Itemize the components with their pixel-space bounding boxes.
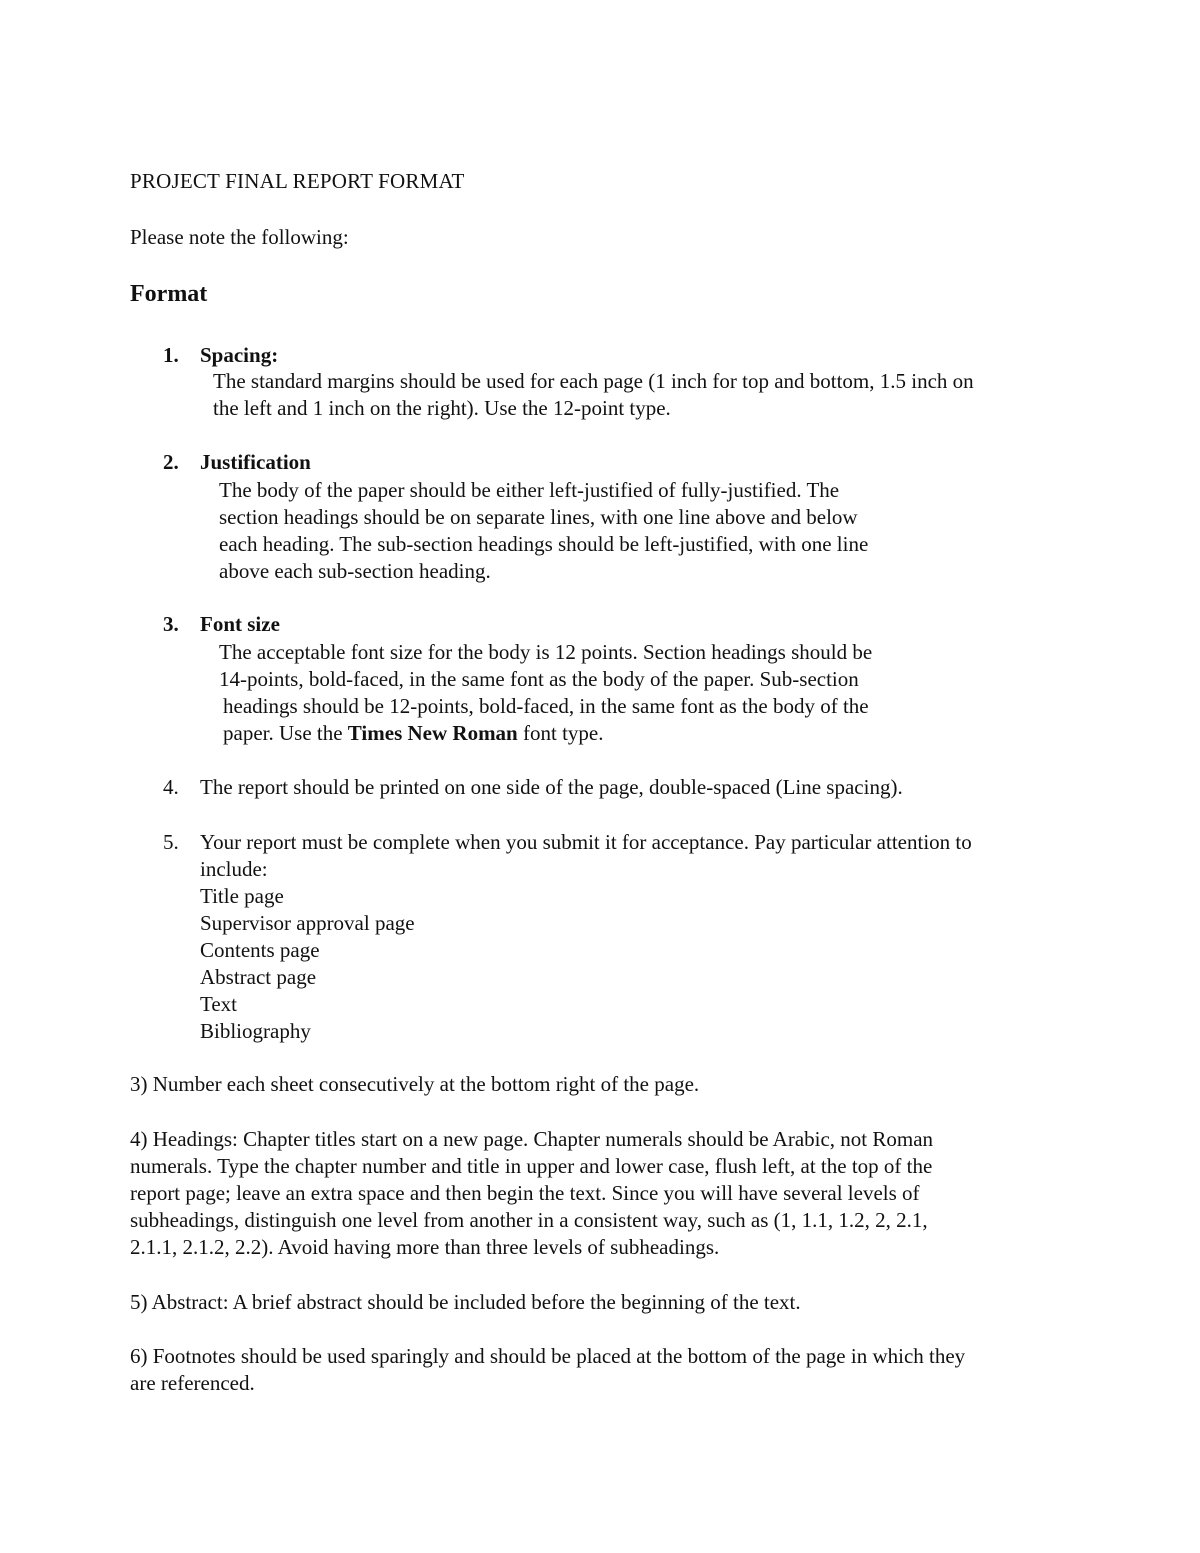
list-item-number: 2. [163, 450, 179, 474]
list-item-text-line: The report should be printed on one side of the page, double-spaced (Line spacing). [200, 775, 903, 799]
list-item-text-line: The body of the paper should be either left-justified of fully-justified. The [219, 478, 840, 502]
list-item-title: Font size [200, 612, 280, 636]
paragraph-line: 3) Number each sheet consecutively at the bottom right of the page. [130, 1072, 700, 1096]
list-item-text-line: The acceptable font size for the body is 12 points. Section headings should be [219, 640, 873, 664]
document-title: PROJECT FINAL REPORT FORMAT [130, 169, 465, 193]
font-name-emphasis: Times New Roman [347, 721, 518, 745]
paragraph-line: report page; leave an extra space and then begin the text. Since you will have several levels of [130, 1181, 920, 1205]
list-item-text-line: The standard margins should be used for each page (1 inch for top and bottom, 1.5 inch on [213, 369, 974, 393]
paragraph-line: subheadings, distinguish one level from another in a consistent way, such as (1, 1.1, 1.2, 2, 2.1, [130, 1208, 928, 1232]
text-segment: font type. [517, 721, 604, 745]
list-item-title: Justification [200, 450, 311, 474]
list-item-text-line: above each sub-section heading. [219, 559, 491, 583]
sublist-item: Text [200, 992, 238, 1016]
list-item-text-line: include: [200, 857, 268, 881]
sublist-item: Contents page [200, 938, 320, 962]
sublist-item: Title page [200, 884, 284, 908]
list-item-text-line: section headings should be on separate lines, with one line above and below [219, 505, 858, 529]
list-item-text-line: each heading. The sub-section headings should be left-justified, with one line [219, 532, 869, 556]
list-item-text-line: the left and 1 inch on the right). Use the 12-point type. [213, 396, 671, 420]
list-item-number: 5. [163, 830, 179, 854]
sublist-item: Abstract page [200, 965, 317, 989]
list-item-number: 3. [163, 612, 179, 636]
list-item-text-line: headings should be 12-points, bold-faced, in the same font as the body of the [223, 694, 869, 718]
paragraph-line: numerals. Type the chapter number and title in upper and lower case, flush left, at the top of the [130, 1154, 933, 1178]
paragraph-line: 5) Abstract: A brief abstract should be included before the beginning of the text. [130, 1290, 801, 1314]
paragraph-line: 4) Headings: Chapter titles start on a new page. Chapter numerals should be Arabic, not Roman [130, 1127, 934, 1151]
intro-text: Please note the following: [130, 225, 349, 249]
sublist-item: Supervisor approval page [200, 911, 415, 935]
list-item-text-line: 14-points, bold-faced, in the same font as the body of the paper. Sub-section [219, 667, 859, 691]
list-item-number: 4. [163, 775, 179, 799]
paragraph-line: 2.1.1, 2.1.2, 2.2). Avoid having more than three levels of subheadings. [130, 1235, 720, 1259]
list-item-title: Spacing: [200, 343, 279, 367]
list-item-text-line: Your report must be complete when you submit it for acceptance. Pay particular attention to [200, 830, 972, 854]
paragraph-line: 6) Footnotes should be used sparingly and should be placed at the bottom of the page in which they [130, 1344, 966, 1368]
list-item-number: 1. [163, 343, 179, 367]
section-heading-format: Format [130, 281, 208, 307]
paragraph-line: are referenced. [130, 1371, 255, 1395]
text-segment: paper. Use the [223, 721, 348, 745]
sublist-item: Bibliography [200, 1019, 311, 1043]
list-item-text-line-last [223, 720, 603, 747]
